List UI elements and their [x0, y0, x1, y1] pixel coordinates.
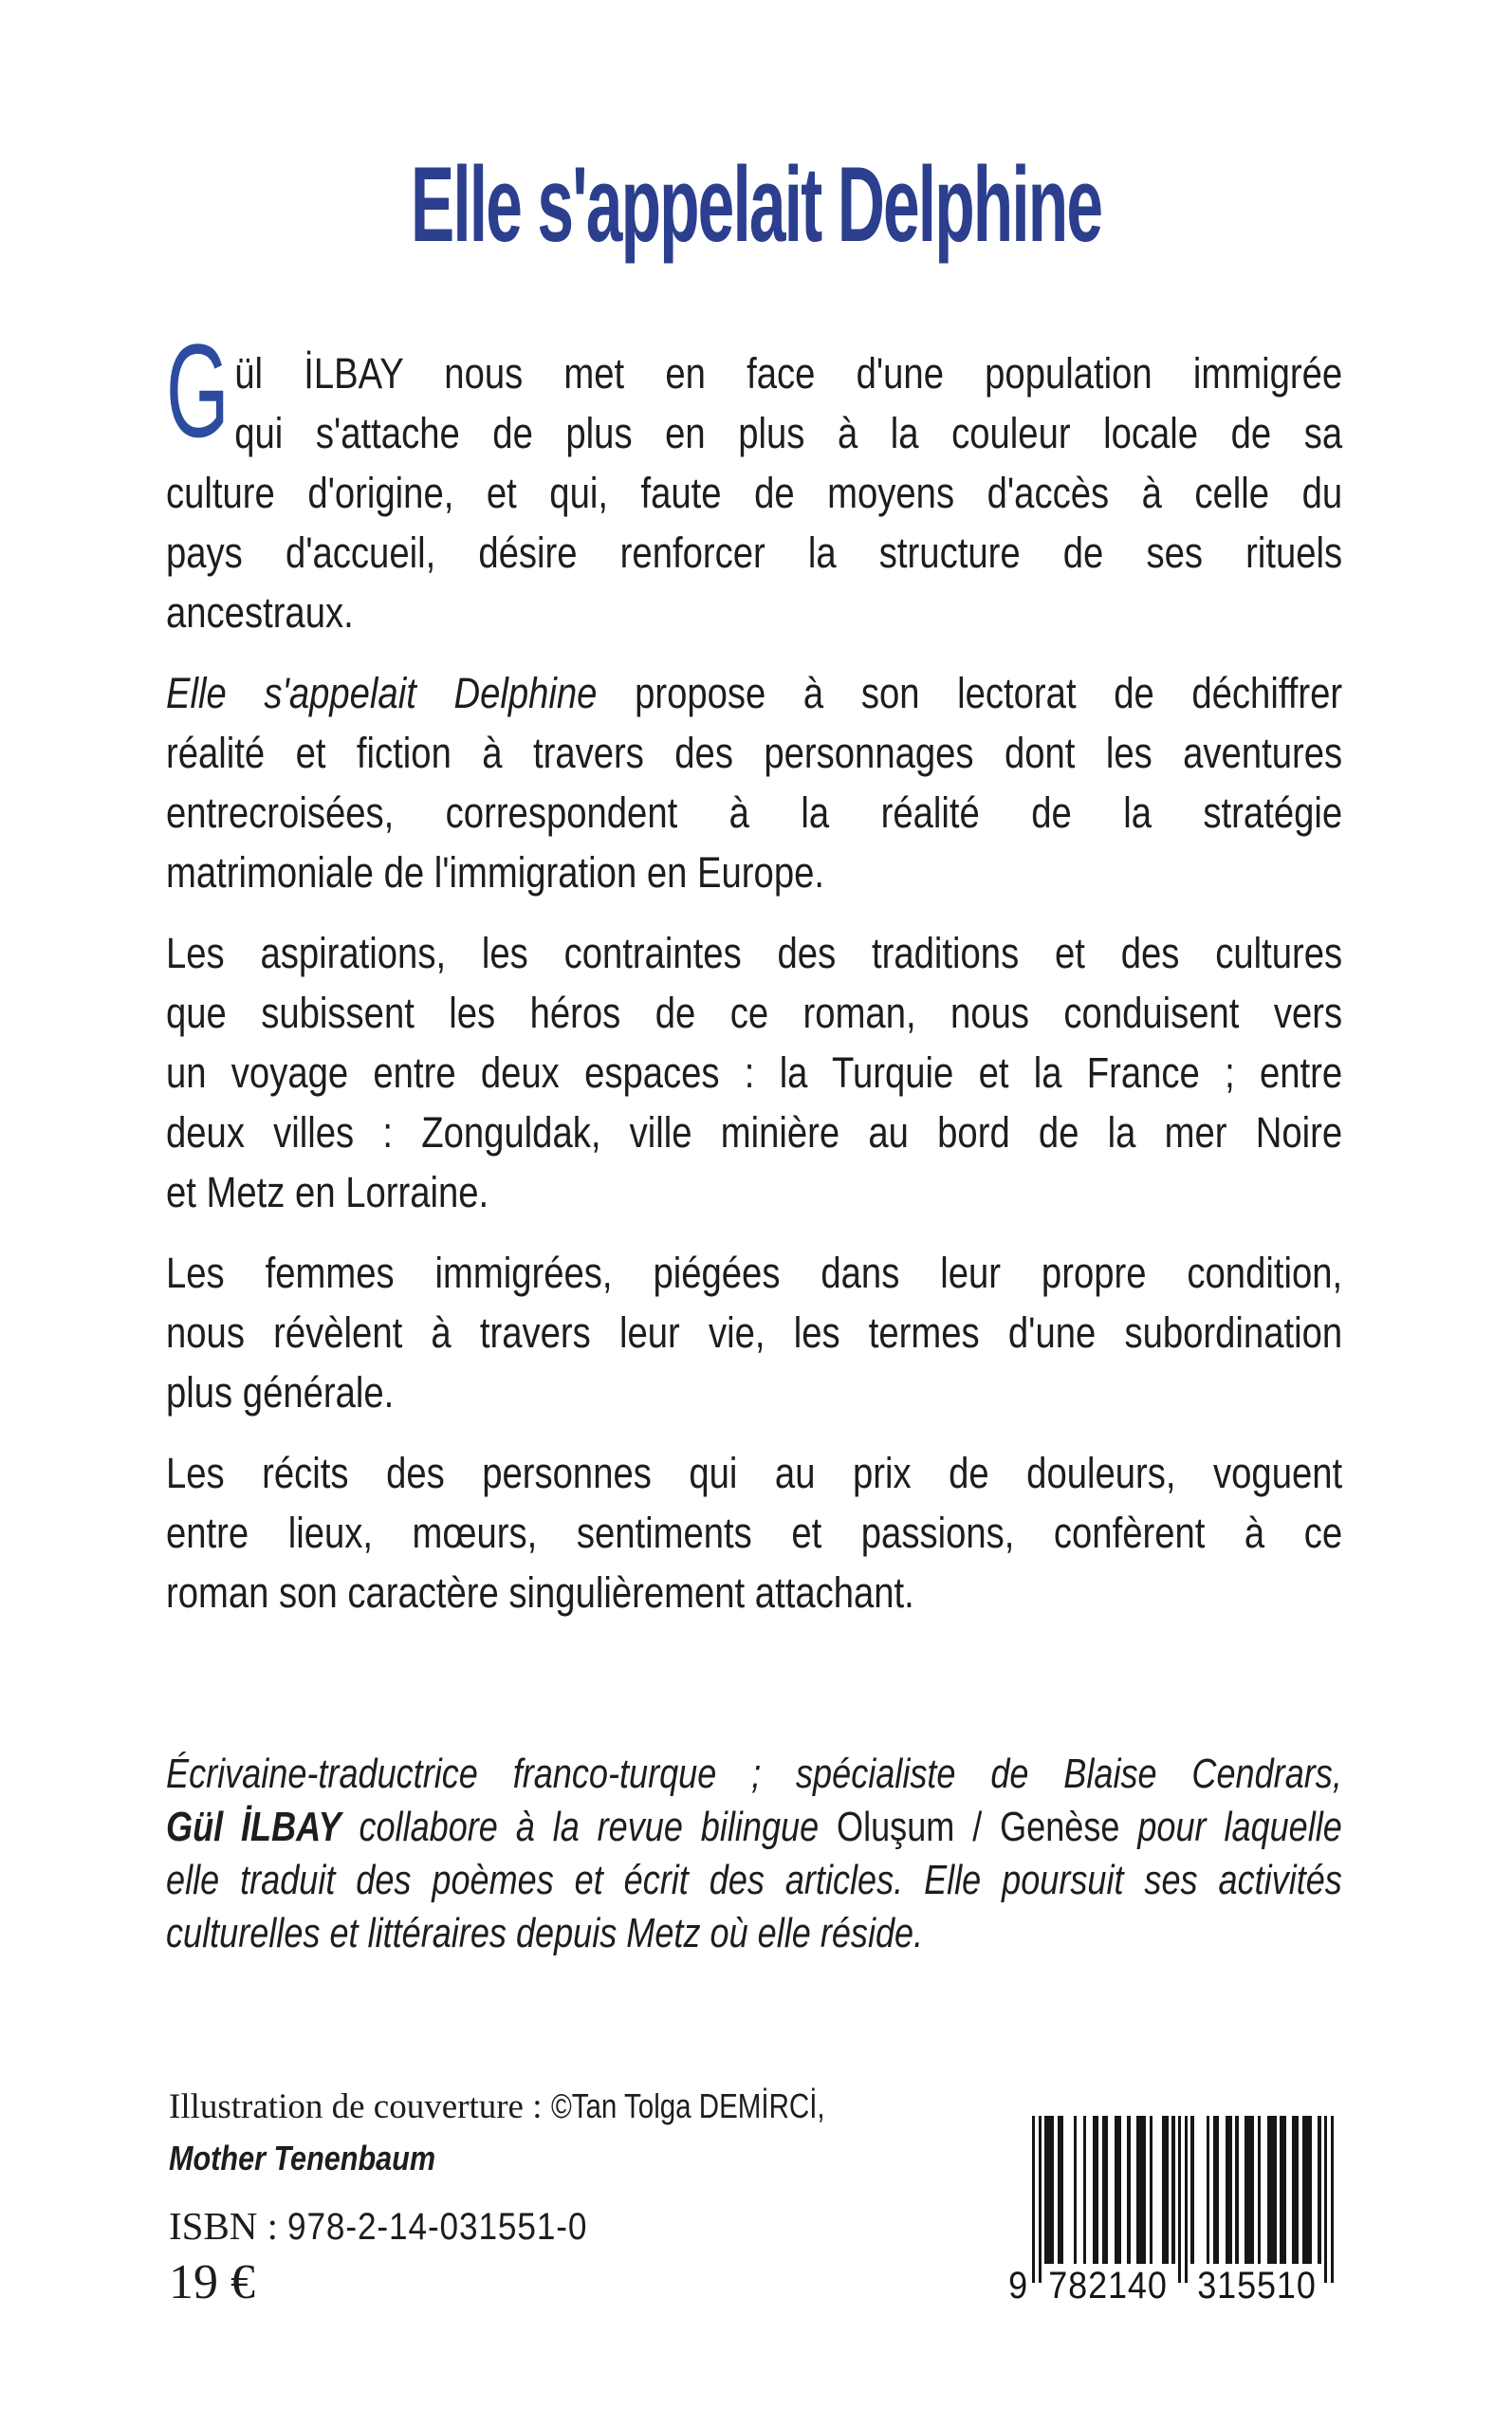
text-line: [166, 1443, 1342, 1503]
barcode-bar: [1115, 2116, 1121, 2264]
text-line: [166, 1303, 1342, 1362]
text-segment: Elle s'appelait Delphine: [166, 669, 598, 717]
barcode-bar: [1292, 2116, 1299, 2264]
barcode-bar: [1102, 2116, 1109, 2264]
barcode-bar: [1178, 2116, 1181, 2283]
book-title: Elle s'appelait Delphine: [410, 145, 1102, 264]
barcode-bar: [1058, 2116, 1064, 2264]
barcode-digits-right: 315510: [1197, 2265, 1317, 2307]
isbn-value: 978-2-14-031551-0: [287, 2206, 588, 2248]
text-segment: culture d'origine, et qui, faute de moyens d'accès à celle du: [166, 469, 1343, 517]
text-line: [166, 663, 1342, 723]
barcode-bar: [1093, 2116, 1099, 2264]
barcode-bar: [1213, 2116, 1220, 2264]
synopsis-paragraph: [166, 923, 1342, 1222]
text-segment: et Metz en Lorraine.: [166, 1168, 489, 1216]
barcode-bar: [1235, 2116, 1238, 2264]
barcode-bar: [1226, 2116, 1232, 2264]
text-segment: Les aspirations, les contraintes des traditions et des cultures: [166, 929, 1343, 977]
barcode-bar: [1136, 2116, 1146, 2264]
barcode-bar: [1280, 2116, 1286, 2264]
barcode-bar: [1318, 2116, 1320, 2264]
text-segment: Les femmes immigrées, piégées dans leur propre condition,: [166, 1249, 1343, 1297]
text-line: [166, 923, 1342, 983]
text-segment: pour laquelle: [1119, 1804, 1342, 1850]
text-line: [166, 1162, 1342, 1222]
text-segment: un voyage entre deux espaces : la Turquie et la France ; entre: [166, 1048, 1343, 1097]
barcode-bar: [1083, 2116, 1086, 2264]
text-line: [166, 583, 1342, 642]
illustration-credit: [169, 2085, 885, 2179]
text-segment: roman son caractère singulièrement attachant.: [166, 1568, 914, 1617]
barcode-bar: [1324, 2116, 1327, 2283]
barcode-bar: [1185, 2116, 1188, 2283]
text-segment: elle traduit des poèmes et écrit des articles. Elle poursuit ses activités: [166, 1857, 1342, 1903]
text-line: [166, 343, 1342, 403]
barcode-bar: [1171, 2116, 1174, 2264]
text-segment: matrimoniale de l'immigration en Europe.: [166, 848, 824, 897]
synopsis-paragraph: [166, 1443, 1342, 1622]
text-line: [166, 1043, 1342, 1103]
text-segment: nous révèlent à travers leur vie, les termes d'une subordination: [166, 1308, 1343, 1357]
text-segment: deux villes : Zonguldak, ville minière au bord de la mer Noire: [166, 1108, 1343, 1157]
text-segment: qui s'attache de plus en plus à la couleur locale de sa: [234, 409, 1343, 457]
barcode-bar: [1074, 2116, 1077, 2264]
text-segment: Gül İLBAY: [166, 1804, 341, 1850]
barcode-bar: [1267, 2116, 1277, 2264]
synopsis-paragraph: [166, 316, 1343, 642]
text-segment: collabore à la revue bilingue: [341, 1804, 838, 1850]
text-line: [166, 1243, 1342, 1303]
text-line: [166, 403, 1342, 463]
barcode-bar: [1258, 2116, 1261, 2264]
text-segment: entre lieux, mœurs, sentiments et passions, confèrent à ce: [166, 1509, 1343, 1557]
text-line: [166, 463, 1342, 523]
barcode-bar: [1162, 2116, 1169, 2264]
text-line: [166, 783, 1342, 843]
text-segment: culturelles et littéraires depuis Metz où elle réside.: [166, 1910, 924, 1956]
text-segment: propose à son lectorat de déchiffrer: [597, 669, 1343, 717]
barcode-bar: [1039, 2116, 1042, 2283]
ean13-barcode: [996, 2116, 1328, 2315]
barcode-bars: [1032, 2116, 1334, 2287]
credit-work-title: Mother Tenenbaum: [169, 2139, 436, 2177]
barcode-bar: [1302, 2116, 1312, 2264]
credit-artist: ©Tan Tolga DEMİRCİ,: [550, 2086, 825, 2125]
text-line: [166, 983, 1342, 1043]
barcode-bar: [1207, 2116, 1209, 2264]
text-line: [166, 1854, 1342, 1907]
barcode-bar: [1044, 2116, 1054, 2264]
text-line: [166, 843, 1342, 902]
synopsis-paragraph: [166, 1243, 1342, 1422]
synopsis: [166, 316, 1343, 1643]
text-line: [166, 723, 1342, 783]
text-line: [166, 1103, 1342, 1162]
text-line: [166, 523, 1342, 583]
text-segment: que subissent les héros de ce roman, nous conduisent vers: [166, 989, 1343, 1037]
text-line: [166, 1503, 1342, 1563]
synopsis-paragraph: [166, 663, 1342, 902]
barcode-bar: [1127, 2116, 1130, 2264]
barcode-bar: [1150, 2116, 1152, 2264]
credit-label: Illustration de couverture :: [169, 2087, 551, 2126]
isbn-line: [169, 2203, 629, 2249]
text-segment: Écrivaine-traductrice franco-turque ; spécialiste de Blaise Cendrars,: [166, 1751, 1342, 1797]
text-segment: ül İLBAY nous met en face d'une population immigrée: [234, 349, 1343, 398]
text-line: [166, 1362, 1342, 1422]
text-segment: entrecroisées, correspondent à la réalité de la stratégie: [166, 788, 1343, 837]
barcode-digits-left: 782140: [1048, 2265, 1168, 2307]
text-line: [166, 1801, 1342, 1854]
barcode-bar: [1190, 2116, 1193, 2264]
text-segment: plus générale.: [166, 1368, 395, 1417]
text-segment: Les récits des personnes qui au prix de douleurs, voguent: [166, 1449, 1343, 1497]
text-segment: pays d'accueil, désire renforcer la structure de ses rituels: [166, 528, 1343, 577]
text-segment: réalité et fiction à travers des personnages dont les aventures: [166, 729, 1343, 777]
barcode-digit-first: 9: [1008, 2265, 1028, 2307]
credit-work-line: [169, 2128, 885, 2179]
isbn-label: ISBN :: [169, 2204, 288, 2248]
barcode-bar: [1245, 2116, 1254, 2264]
text-segment: ancestraux.: [166, 588, 354, 637]
text-segment: Oluşum / Genèse: [837, 1804, 1120, 1850]
dropcap-letter: G: [166, 316, 230, 465]
barcode-bar: [1032, 2116, 1035, 2283]
credit-line: [169, 2085, 885, 2128]
barcode-bar: [1331, 2116, 1334, 2283]
text-line: [166, 1907, 1342, 1960]
text-line: [166, 1748, 1342, 1801]
price: 19 €: [169, 2255, 255, 2309]
author-bio: [166, 1748, 1342, 1960]
text-line: [166, 1563, 1342, 1622]
